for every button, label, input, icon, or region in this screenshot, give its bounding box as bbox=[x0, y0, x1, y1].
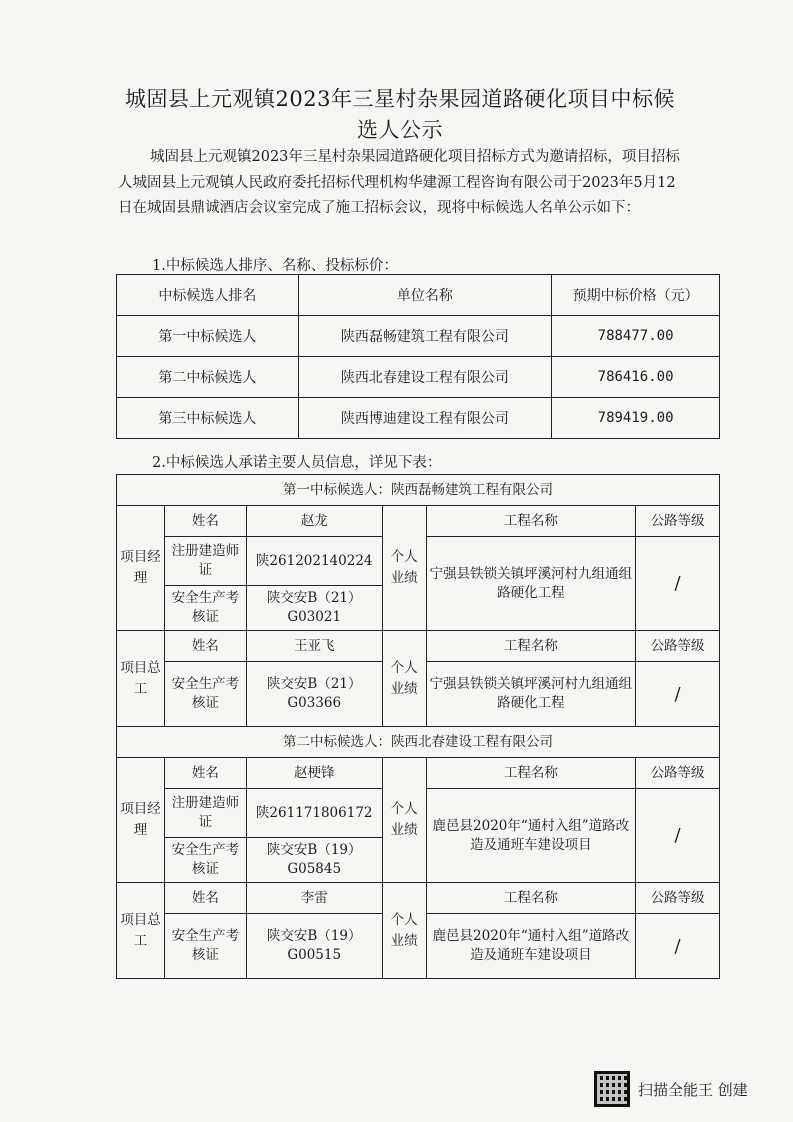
pm-highway-grade: / bbox=[636, 789, 720, 883]
role-project-manager: 项目经理 bbox=[117, 506, 165, 631]
label-name: 姓名 bbox=[164, 758, 246, 789]
chief-safety-cert: 陕交安B（19）G00515 bbox=[246, 914, 382, 979]
role-chief-engineer: 项目总工 bbox=[117, 883, 165, 979]
group-2-heading: 第二中标候选人：陕西北春建设工程有限公司 bbox=[117, 727, 720, 758]
table-row bbox=[117, 758, 720, 789]
intro-paragraph: 城固县上元观镇2023年三星村杂果园道路硬化项目招标方式为邀请招标，项目招标人城固县上元观镇人民政府委托招标代理机构华建源工程咨询有限公司于2023年5月12日在城固县鼎诚酒店会议室完成了施工招标会议，现将中标候选人名单公示如下： bbox=[118, 149, 680, 216]
pm-project-name: 宁强县铁锁关镇坪溪河村九组通组路硬化工程 bbox=[426, 537, 636, 631]
scanner-watermark bbox=[594, 1070, 774, 1108]
pm-highway-grade: / bbox=[636, 537, 720, 631]
chief-project-name: 宁强县铁锁关镇坪溪河村九组通组路硬化工程 bbox=[426, 662, 636, 727]
cell-price: 786416.00 bbox=[552, 357, 720, 398]
cell-company: 陕西磊畅建筑工程有限公司 bbox=[298, 316, 552, 357]
cell-company: 陕西博迪建设工程有限公司 bbox=[298, 398, 552, 439]
cell-price: 788477.00 bbox=[552, 316, 720, 357]
label-personal-performance: 个人业绩 bbox=[382, 631, 426, 727]
candidate-ranking-table bbox=[116, 274, 720, 439]
label-project-name: 工程名称 bbox=[426, 631, 636, 662]
pm-name: 赵龙 bbox=[246, 506, 382, 537]
table-row bbox=[117, 316, 720, 357]
header-company: 单位名称 bbox=[298, 275, 552, 316]
table-row bbox=[117, 506, 720, 537]
pm-name: 赵梗锋 bbox=[246, 758, 382, 789]
section-1-heading: 1.中标候选人排序、名称、投标标价： bbox=[152, 258, 398, 274]
label-project-name: 工程名称 bbox=[426, 758, 636, 789]
header-price: 预期中标价格（元） bbox=[552, 275, 720, 316]
pm-registered-cert: 陕261171806172 bbox=[246, 789, 382, 838]
group-1-heading: 第一中标候选人：陕西磊畅建筑工程有限公司 bbox=[117, 475, 720, 506]
cell-rank: 第一中标候选人 bbox=[117, 316, 299, 357]
table-row bbox=[117, 357, 720, 398]
label-personal-performance: 个人业绩 bbox=[382, 758, 426, 883]
table-row bbox=[117, 631, 720, 662]
personnel-table bbox=[116, 474, 720, 979]
title-line-2: 选人公示 bbox=[357, 118, 443, 142]
chief-name: 李雷 bbox=[246, 883, 382, 914]
label-project-name: 工程名称 bbox=[426, 506, 636, 537]
pm-registered-cert: 陕261202140224 bbox=[246, 537, 382, 586]
label-highway-grade: 公路等级 bbox=[636, 631, 720, 662]
label-highway-grade: 公路等级 bbox=[636, 506, 720, 537]
role-chief-engineer: 项目总工 bbox=[117, 631, 165, 727]
title-line-1: 城固县上元观镇2023年三星村杂果园道路硬化项目中标候 bbox=[125, 87, 675, 111]
label-highway-grade: 公路等级 bbox=[636, 883, 720, 914]
chief-project-name: 鹿邑县2020年“通村入组”道路改造及通班车建设项目 bbox=[426, 914, 636, 979]
label-registered-cert: 注册建造师证 bbox=[164, 789, 246, 838]
label-name: 姓名 bbox=[164, 883, 246, 914]
cell-rank: 第三中标候选人 bbox=[117, 398, 299, 439]
label-safety-cert: 安全生产考核证 bbox=[164, 838, 246, 883]
cell-company: 陕西北春建设工程有限公司 bbox=[298, 357, 552, 398]
table-row bbox=[117, 883, 720, 914]
label-personal-performance: 个人业绩 bbox=[382, 506, 426, 631]
header-rank: 中标候选人排名 bbox=[117, 275, 299, 316]
watermark-text: 扫描全能王 创建 bbox=[638, 1080, 748, 1099]
chief-highway-grade: / bbox=[636, 914, 720, 979]
group-heading-row bbox=[117, 727, 720, 758]
label-safety-cert: 安全生产考核证 bbox=[164, 914, 246, 979]
role-project-manager: 项目经理 bbox=[117, 758, 165, 883]
label-registered-cert: 注册建造师证 bbox=[164, 537, 246, 586]
label-name: 姓名 bbox=[164, 631, 246, 662]
chief-name: 王亚飞 bbox=[246, 631, 382, 662]
label-project-name: 工程名称 bbox=[426, 883, 636, 914]
pm-safety-cert: 陕交安B（19）G05845 bbox=[246, 838, 382, 883]
qr-code-icon bbox=[594, 1071, 630, 1107]
pm-project-name: 鹿邑县2020年“通村入组”道路改造及通班车建设项目 bbox=[426, 789, 636, 883]
label-safety-cert: 安全生产考核证 bbox=[164, 662, 246, 727]
cell-price: 789419.00 bbox=[552, 398, 720, 439]
document-title bbox=[110, 84, 690, 146]
chief-highway-grade: / bbox=[636, 662, 720, 727]
label-highway-grade: 公路等级 bbox=[636, 758, 720, 789]
group-heading-row bbox=[117, 475, 720, 506]
pm-safety-cert: 陕交安B（21）G03021 bbox=[246, 586, 382, 631]
chief-safety-cert: 陕交安B（21）G03366 bbox=[246, 662, 382, 727]
section-2-heading: 2.中标候选人承诺主要人员信息，详见下表： bbox=[152, 455, 442, 471]
label-name: 姓名 bbox=[164, 506, 246, 537]
label-personal-performance: 个人业绩 bbox=[382, 883, 426, 979]
label-safety-cert: 安全生产考核证 bbox=[164, 586, 246, 631]
table-header-row bbox=[117, 275, 720, 316]
table-row bbox=[117, 398, 720, 439]
cell-rank: 第二中标候选人 bbox=[117, 357, 299, 398]
